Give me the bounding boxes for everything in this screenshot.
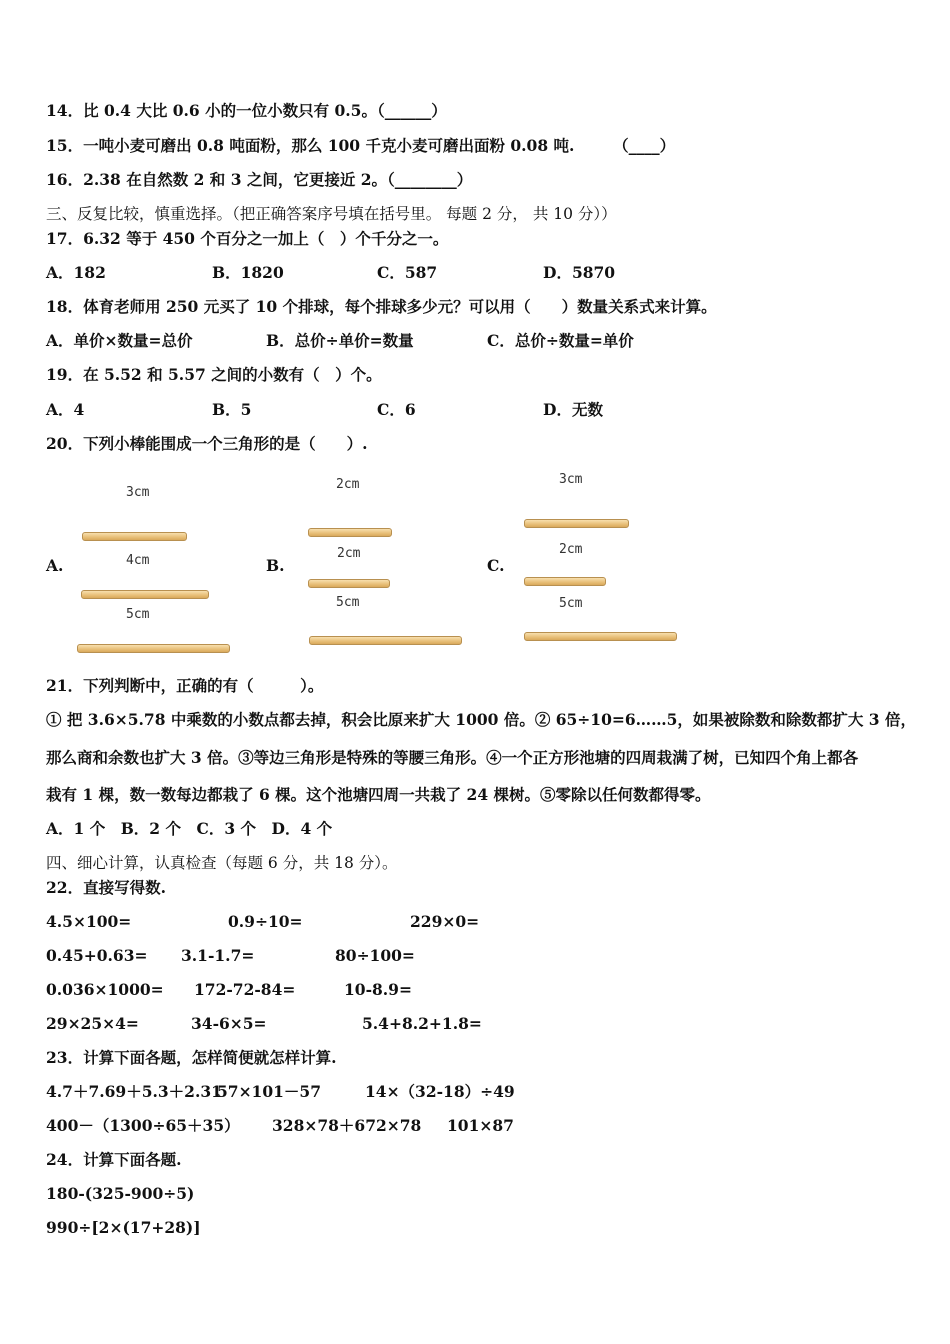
- q21-line1: ① 把 3.6×5.78 中乘数的小数点都去掉，积会比原来扩大 1000 倍。② 65÷10=6……5，如果被除数和除数都扩大 3 倍，: [46, 710, 916, 729]
- simplify-r2-c3: 101×87: [447, 1116, 514, 1135]
- calc-r2-c1: 0.45+0.63=: [46, 946, 148, 965]
- simplify-r1-c1: 4.7＋7.69＋5.3＋2.31: [46, 1082, 222, 1101]
- q21-line2: 那么商和余数也扩大 3 倍。③等边三角形是特殊的等腰三角形。④一个正方形池塘的四周栽满了树，已知四个角上都各: [46, 748, 859, 767]
- stick-a3-label: 5cm: [126, 607, 150, 622]
- q17-option-a: A．182: [46, 263, 106, 282]
- q19-option-c: C．6: [377, 400, 416, 419]
- q24-item-2: 990÷[2×(17+28)]: [46, 1218, 201, 1237]
- section-3-heading: 三、反复比较，慎重选择。（把正确答案序号填在括号里。 每题 2 分， 共 10 分））: [46, 205, 617, 223]
- q23-text: 23．计算下面各题，怎样简便就怎样计算.: [46, 1048, 337, 1067]
- q15: 15．一吨小麦可磨出 0.8 吨面粉，那么 100 千克小麦可磨出面粉 0.08 吨. （____）: [46, 136, 676, 155]
- section-4-heading: 四、细心计算，认真检查（每题 6 分，共 18 分）。: [46, 854, 398, 872]
- stick-c2: [524, 577, 606, 586]
- calc-r4-c1: 29×25×4=: [46, 1014, 139, 1033]
- q20-label-b: B.: [266, 556, 285, 575]
- stick-c1: [524, 519, 629, 528]
- stick-c3: [524, 632, 677, 641]
- q19-option-d: D．无数: [543, 400, 603, 419]
- stick-b3-label: 5cm: [336, 595, 360, 610]
- simplify-r1-c2: 57×101－57: [217, 1082, 321, 1101]
- stick-a3: [77, 644, 230, 653]
- q21-line3: 栽有 1 棵，数一数每边都栽了 6 棵。这个池塘四周一共栽了 24 棵树。⑤零除以任何数都得零。: [46, 785, 711, 804]
- stick-c1-label: 3cm: [559, 472, 583, 487]
- q17-text: 17．6.32 等于 450 个百分之一加上（ ）个千分之一。: [46, 229, 449, 248]
- calc-r4-c2: 34-6×5=: [191, 1014, 267, 1033]
- calc-r1-c2: 0.9÷10=: [228, 912, 303, 931]
- calc-r4-c3: 5.4+8.2+1.8=: [362, 1014, 482, 1033]
- q19-option-b: B．5: [212, 400, 252, 419]
- stick-c3-label: 5cm: [559, 596, 583, 611]
- calc-r2-c3: 80÷100=: [335, 946, 415, 965]
- calc-r3-c2: 172-72-84=: [194, 980, 296, 999]
- simplify-r2-c1: 400－（1300÷65＋35）: [46, 1116, 240, 1135]
- q20-label-a: A.: [46, 556, 64, 575]
- q21-options: A．1 个 B．2 个 C．3 个 D．4 个: [46, 819, 333, 838]
- q18-option-b: B．总价÷单价=数量: [266, 331, 414, 350]
- stick-b2: [308, 579, 390, 588]
- stick-b2-label: 2cm: [337, 546, 361, 561]
- q20-label-c: C.: [487, 556, 505, 575]
- q19-text: 19．在 5.52 和 5.57 之间的小数有（ ）个。: [46, 365, 382, 384]
- calc-r3-c1: 0.036×1000=: [46, 980, 164, 999]
- q17-option-b: B．1820: [212, 263, 284, 282]
- q20-text: 20．下列小棒能围成一个三角形的是（ ）.: [46, 434, 368, 453]
- q18-option-c: C．总价÷数量=单价: [487, 331, 634, 350]
- stick-b3: [309, 636, 462, 645]
- calc-r2-c2: 3.1-1.7=: [181, 946, 255, 965]
- stick-a2-label: 4cm: [126, 553, 150, 568]
- q18-option-a: A．单价×数量=总价: [46, 331, 193, 350]
- stick-a1-label: 3cm: [126, 485, 150, 500]
- q17-option-c: C．587: [377, 263, 438, 282]
- q18-text: 18．体育老师用 250 元买了 10 个排球，每个排球多少元？可以用（ ）数量关系式来计算。: [46, 297, 717, 316]
- stick-a2: [81, 590, 209, 599]
- calc-r3-c3: 10-8.9=: [344, 980, 412, 999]
- calc-r1-c3: 229×0=: [410, 912, 480, 931]
- stick-b1-label: 2cm: [336, 477, 360, 492]
- q22-text: 22．直接写得数.: [46, 878, 166, 897]
- q16: 16．2.38 在自然数 2 和 3 之间，它更接近 2。（________）: [46, 170, 473, 189]
- simplify-r1-c3: 14×（32-18）÷49: [365, 1082, 515, 1101]
- calc-r1-c1: 4.5×100=: [46, 912, 132, 931]
- q24-text: 24．计算下面各题.: [46, 1150, 182, 1169]
- stick-c2-label: 2cm: [559, 542, 583, 557]
- q21-text: 21．下列判断中，正确的有（ ）。: [46, 676, 324, 695]
- q17-option-d: D．5870: [543, 263, 616, 282]
- q24-item-1: 180-(325-900÷5): [46, 1184, 195, 1203]
- stick-a1: [82, 532, 187, 541]
- q14: 14．比 0.4 大比 0.6 小的一位小数只有 0.5。（______）: [46, 101, 447, 120]
- stick-b1: [308, 528, 392, 537]
- q19-option-a: A．4: [46, 400, 85, 419]
- simplify-r2-c2: 328×78＋672×78: [272, 1116, 422, 1135]
